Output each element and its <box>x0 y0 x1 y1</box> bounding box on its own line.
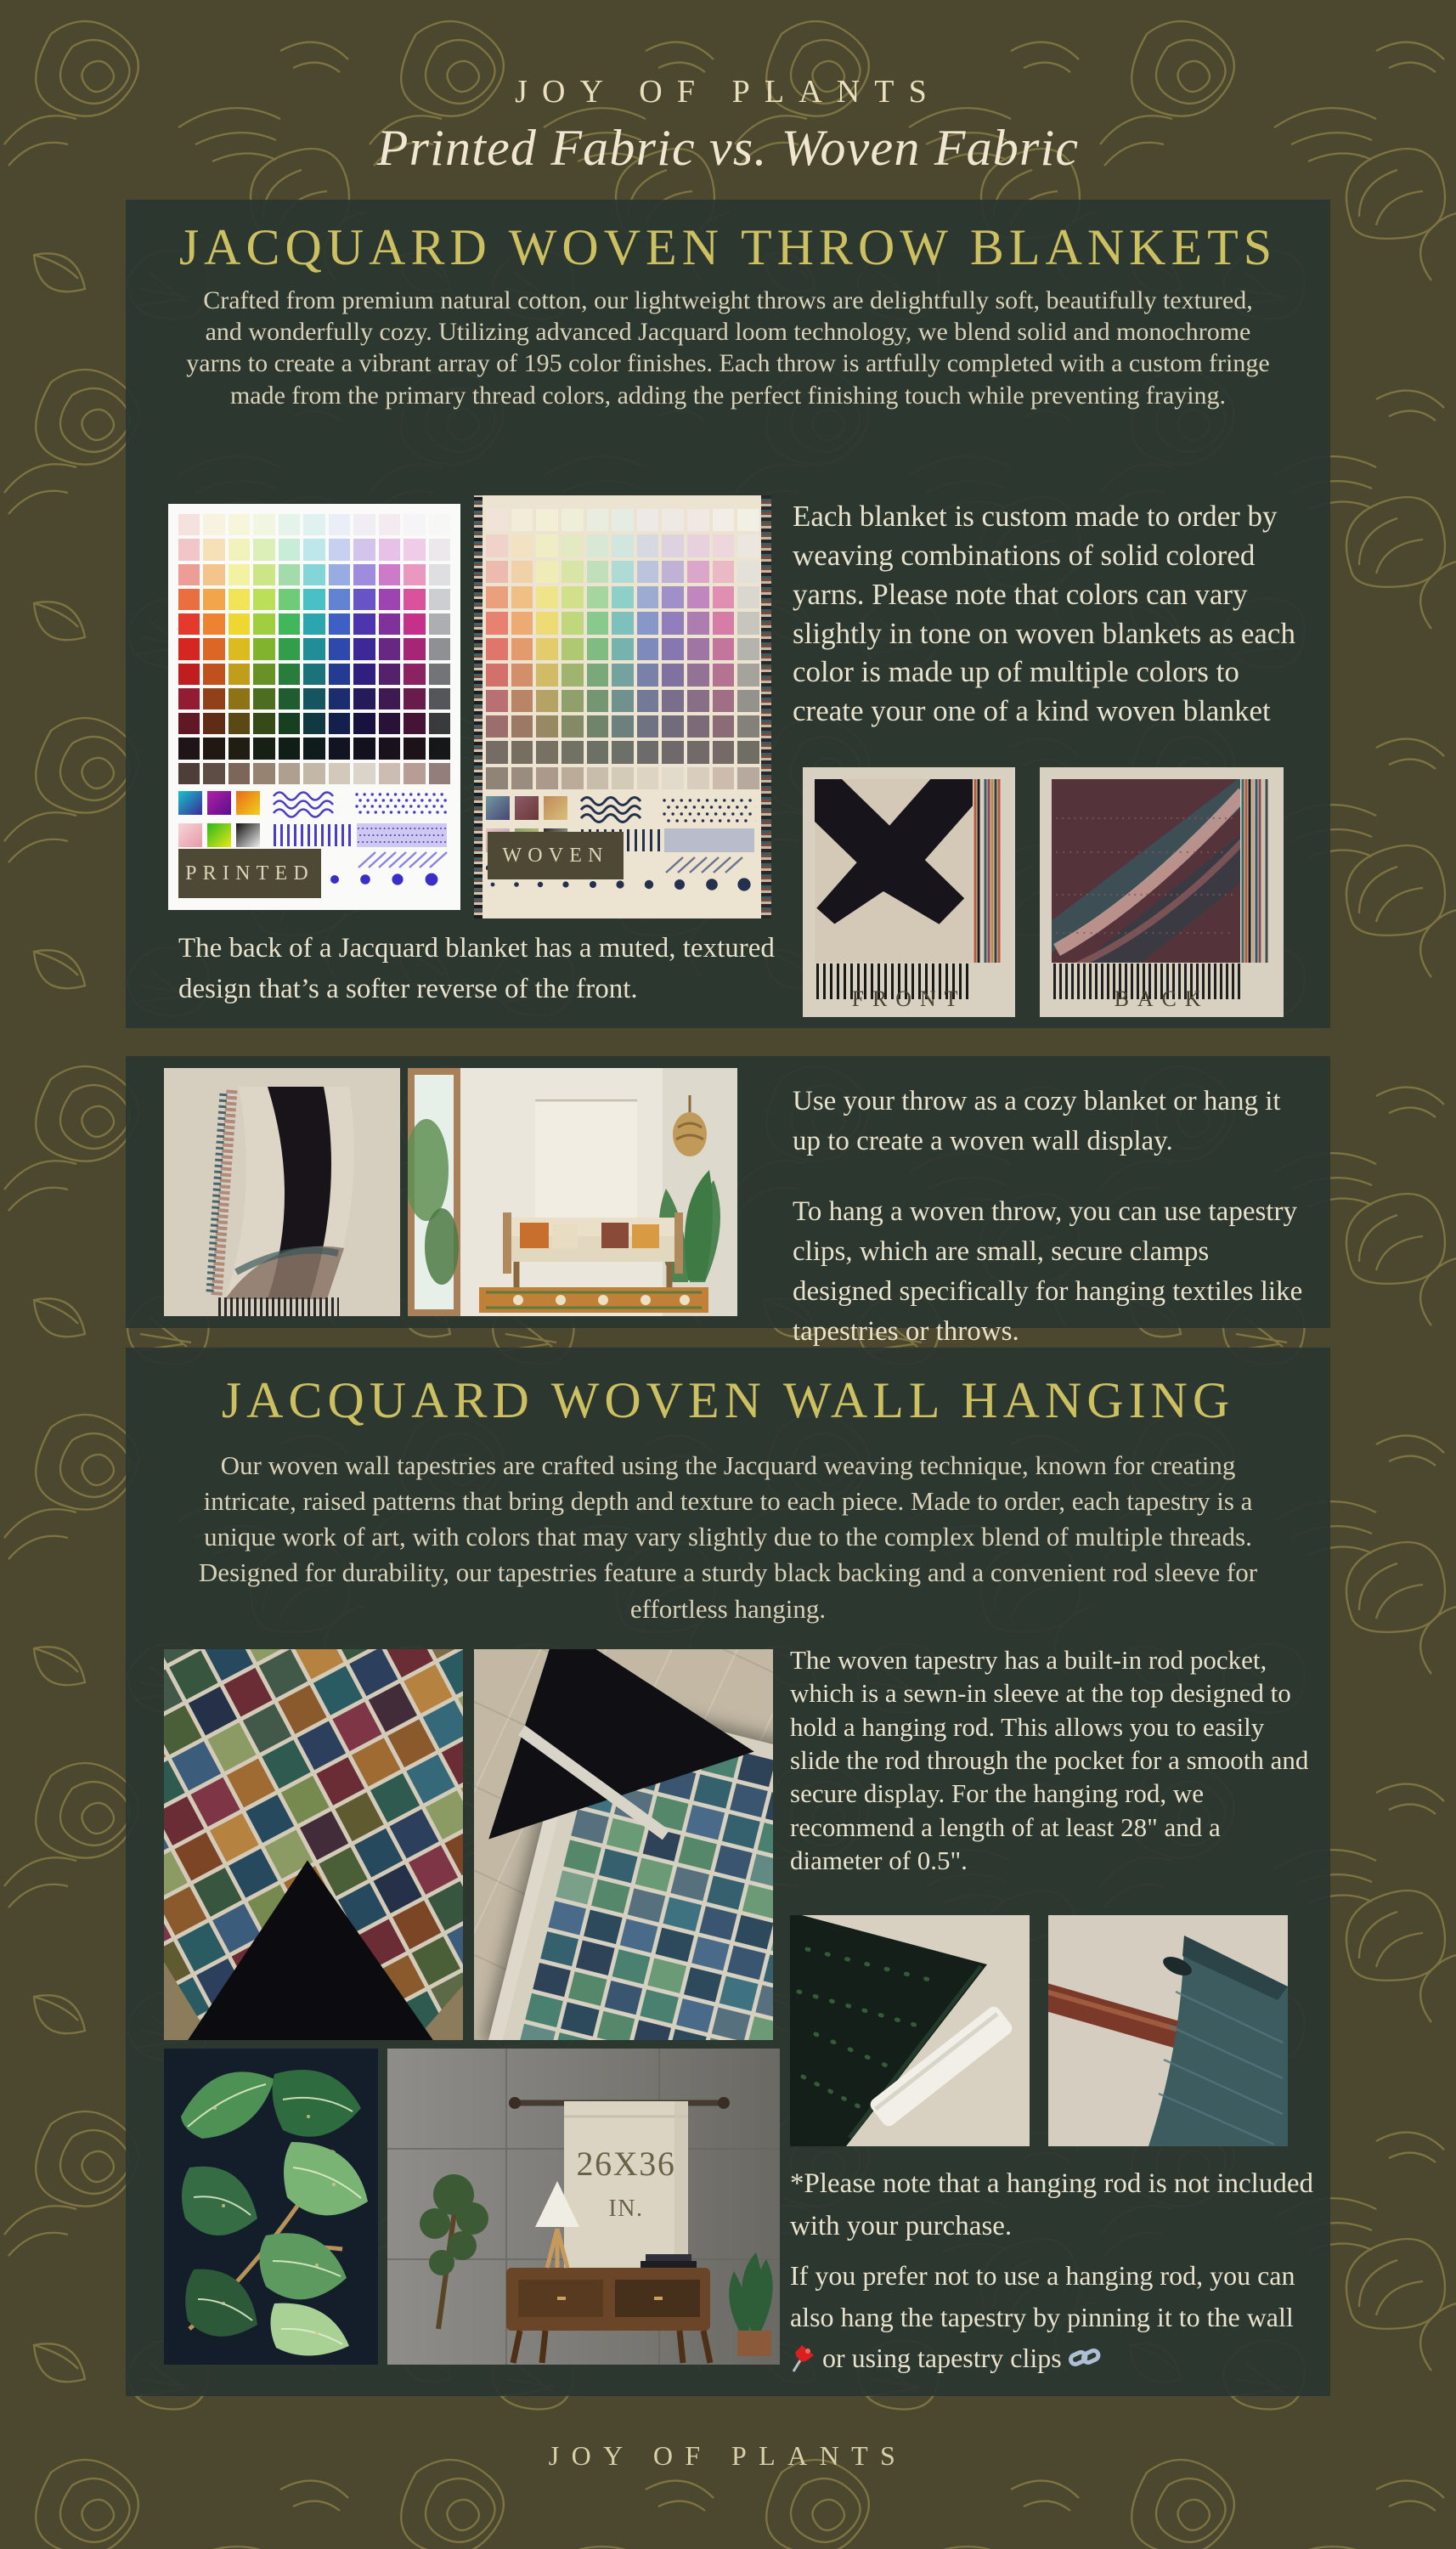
throws-panel <box>126 200 1330 1028</box>
room-display-photo <box>408 1068 737 1316</box>
throws-intro: Crafted from premium natural cotton, our lightweight throws are delightfully soft, beautifully textured, and wonderfully cozy. Utilizing advanced Jacquard loom technology, we blend solid and monochrome yarns to create a vibrant array of 195 color finishes. Each throw is artfully completed with a custom fringe made from the primary thread colors, adding the perfect finishing touch while preventing fraying. <box>186 286 1270 410</box>
woven-fringe-left <box>474 495 483 918</box>
hang-throw-panel <box>126 1056 1330 1347</box>
printed-label: PRINTED <box>178 849 321 898</box>
woven-label: WOVEN <box>488 832 624 879</box>
brand-title: JOY OF PLANTS <box>515 74 941 110</box>
alt-hang-part-b: or using tapestry clips <box>822 2343 1062 2374</box>
tapestry-panel <box>126 1348 1330 2396</box>
rod-pocket-art-1 <box>790 1915 1030 2146</box>
size-overlay <box>564 2144 688 2223</box>
woven-color-grid <box>486 509 759 789</box>
tapestry-title: JACQUARD WOVEN WALL HANGING <box>221 1372 1235 1428</box>
back-photo <box>1040 767 1284 1017</box>
front-label: FRONT <box>851 986 967 1011</box>
folded-throw-art <box>164 1068 400 1316</box>
front-photo <box>803 767 1015 1017</box>
woven-fringe-right <box>761 495 771 918</box>
rod-disclaimer: *Please note that a hanging rod is not included with your purchase. <box>790 2168 1313 2241</box>
rod-pocket-photo-2 <box>1048 1915 1288 2146</box>
room-display-art <box>408 1068 737 1316</box>
leaf-tapestry-art <box>164 2049 378 2365</box>
size-label: 26X36 <box>576 2145 676 2183</box>
back-label: BACK <box>1114 986 1210 1011</box>
back-caption: The back of a Jacquard blanket has a muted, textured design that’s a softer reverse of the front. <box>178 933 775 1004</box>
leaf-tapestry-photo <box>164 2049 378 2365</box>
alt-hang-text <box>790 2255 1323 2379</box>
size-unit: IN. <box>608 2196 644 2222</box>
rod-note: The woven tapestry has a built-in rod pocket, which is a sewn-in sleeve at the top designed to hold a hanging rod. This allows you to easily slide the rod through the pocket for a smooth and secure display. For the hanging rod, we recommend a length of at least 28" and a diameter of 0.5". <box>790 1645 1309 1876</box>
throws-custom-note: Each blanket is custom made to order by weaving combinations of solid colored yarns. Please note that colors can vary slightly in tone on woven blankets as each color is made up of multiple colors to create your one of a kind woven blanket <box>793 500 1295 728</box>
woven-chart-photo <box>474 495 771 918</box>
page-subtitle: Printed Fabric vs. Woven Fabric <box>376 120 1080 176</box>
size-mockup-photo <box>387 2049 780 2365</box>
tapestry-grid-photo <box>164 1649 463 2040</box>
tapestry-intro: Our woven wall tapestries are crafted using the Jacquard weaving technique, known for creating intricate, raised patterns that bring depth and texture to each piece. Made to order, each tapestry is a unique work of art, with colors that may vary slightly due to the complex blend of multiple threads. Designed for durability, our tapestries feature a sturdy black backing and a convenient rod sleeve for effortless hanging. <box>198 1450 1258 1624</box>
front-photo-art <box>803 767 1015 1017</box>
throws-title: JACQUARD WOVEN THROW BLANKETS <box>178 219 1278 275</box>
rod-pocket-photo-1 <box>790 1915 1030 2146</box>
hang-throw-para1: Use your throw as a cozy blanket or hang it up to create a woven wall display. <box>793 1086 1281 1156</box>
back-photo-art <box>1040 767 1284 1017</box>
rod-pocket-art-2 <box>1048 1915 1288 2146</box>
folded-throw-photo <box>164 1068 400 1316</box>
alt-hang-part-a: If you prefer not to use a hanging rod, you can also hang the tapestry by pinning it to the wall <box>790 2260 1295 2332</box>
tapestry-backing-photo <box>474 1649 773 2040</box>
link-icon <box>1069 2345 1101 2371</box>
hang-throw-para2: To hang a woven throw, you can use tapestry clips, which are small, secure clamps designed specifically for hanging textiles like tapestries or throws. <box>793 1196 1303 1347</box>
printed-color-grid <box>178 514 450 784</box>
footer-brand: JOY OF PLANTS <box>548 2440 908 2471</box>
printed-chart-photo <box>168 504 460 910</box>
pushpin-icon <box>790 2343 815 2372</box>
